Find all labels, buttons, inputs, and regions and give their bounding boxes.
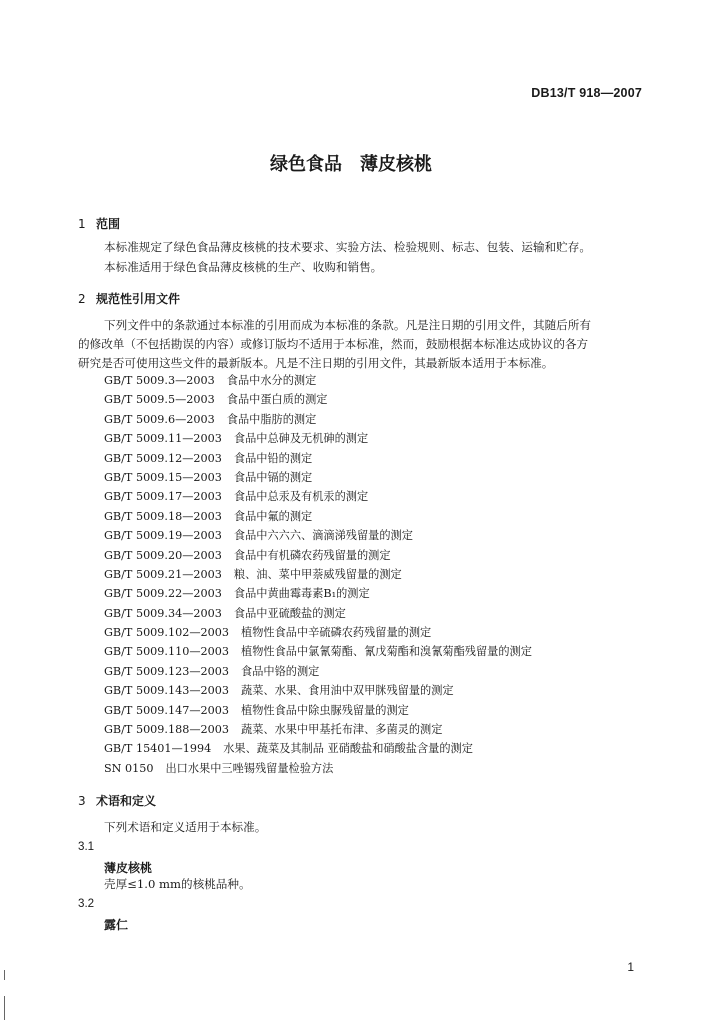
reference-code: GB/T 5009.110—2003 [104, 645, 229, 659]
term-3-2-number: 3.2 [78, 897, 95, 910]
reference-code: GB/T 5009.21—2003 [104, 567, 222, 581]
reference-item [104, 468, 532, 487]
reference-code: GB/T 5009.15—2003 [104, 470, 222, 484]
section-2-heading [78, 290, 180, 307]
reference-title: 食品中总汞及有机汞的测定 [233, 490, 369, 504]
section-1-heading [78, 215, 120, 232]
reference-title: 食品中氟的测定 [233, 509, 313, 523]
reference-item [104, 526, 532, 545]
section-2-intro-line-3: 研究是否可使用这些文件的最新版本。凡是不注日期的引用文件，其最新版本适用于本标准。 [78, 356, 554, 370]
reference-title: 食品中铅的测定 [233, 451, 313, 465]
reference-item [104, 662, 532, 681]
section-3-number: 3 [78, 794, 86, 808]
term-3-2-name: 露仁 [104, 918, 129, 932]
reference-title: 蔬菜、水果、食用油中双甲脒残留量的测定 [241, 684, 454, 698]
reference-code: GB/T 15401—1994 [104, 742, 212, 756]
reference-code: GB/T 5009.12—2003 [104, 451, 222, 465]
reference-item [104, 759, 532, 778]
reference-code: SN 0150 [104, 761, 154, 775]
reference-title: 食品中蛋白质的测定 [226, 393, 328, 407]
reference-code: GB/T 5009.5—2003 [104, 393, 215, 407]
section-1-number: 1 [78, 217, 86, 231]
reference-code: GB/T 5009.123—2003 [104, 664, 229, 678]
standard-code: DB13/T 918—2007 [531, 86, 642, 100]
reference-item [104, 487, 532, 506]
section-2-number: 2 [78, 292, 86, 306]
reference-item [104, 371, 532, 390]
reference-code: GB/T 5009.6—2003 [104, 412, 215, 426]
term-3-1-number: 3.1 [78, 840, 95, 853]
reference-item [104, 642, 532, 661]
reference-title: 粮、油、菜中甲萘威残留量的测定 [233, 567, 402, 581]
section-3-heading [78, 792, 156, 809]
reference-item [104, 604, 532, 623]
reference-title: 水果、蔬菜及其制品 亚硝酸盐和硝酸盐含量的测定 [223, 742, 473, 756]
reference-title: 植物性食品中辛硫磷农药残留量的测定 [241, 626, 432, 640]
reference-title: 食品中总砷及无机砷的测定 [233, 432, 369, 446]
reference-code: GB/T 5009.3—2003 [104, 374, 215, 387]
reference-item [104, 584, 532, 603]
reference-code: GB/T 5009.143—2003 [104, 684, 229, 698]
reference-code: GB/T 5009.147—2003 [104, 703, 229, 717]
reference-title: 植物性食品中氯氰菊酯、氰戊菊酯和溴氰菊酯残留量的测定 [241, 645, 532, 659]
reference-item [104, 507, 532, 526]
reference-list [104, 371, 532, 778]
reference-title: 食品中有机磷农药残留量的测定 [233, 548, 391, 562]
section-1-title: 范围 [96, 217, 121, 231]
reference-code: GB/T 5009.18—2003 [104, 509, 222, 523]
reference-item [104, 739, 532, 758]
reference-title: 食品中亚硫酸盐的测定 [233, 606, 346, 620]
page-number: 1 [627, 960, 634, 974]
reference-code: GB/T 5009.188—2003 [104, 723, 229, 737]
reference-code: GB/T 5009.17—2003 [104, 490, 222, 504]
scan-artifact [4, 996, 5, 1020]
section-1-paragraph-2: 本标准适用于绿色食品薄皮核桃的生产、收购和销售。 [104, 260, 383, 274]
reference-item [104, 720, 532, 739]
reference-item [104, 410, 532, 429]
reference-title: 食品中六六六、滴滴涕残留量的测定 [233, 529, 413, 543]
reference-code: GB/T 5009.11—2003 [104, 432, 222, 446]
reference-item [104, 565, 532, 584]
reference-item [104, 546, 532, 565]
reference-title: 蔬菜、水果中甲基托布津、多菌灵的测定 [241, 723, 443, 737]
reference-item [104, 681, 532, 700]
reference-code: GB/T 5009.19—2003 [104, 529, 222, 543]
reference-code: GB/T 5009.22—2003 [104, 587, 222, 601]
reference-title: 出口水果中三唑锡残留量检验方法 [165, 761, 334, 775]
section-2-intro-line-2: 的修改单（不包括勘误的内容）或修订版均不适用于本标准，然而，鼓励根据本标准达成协议的各方 [78, 337, 589, 351]
term-3-1-name: 薄皮核桃 [104, 861, 153, 875]
section-3-intro: 下列术语和定义适用于本标准。 [104, 820, 267, 834]
reference-item [104, 701, 532, 720]
reference-code: GB/T 5009.102—2003 [104, 626, 229, 640]
reference-item [104, 390, 532, 409]
reference-title: 食品中黄曲霉毒素B₁的测定 [233, 587, 370, 601]
section-1-paragraph-1: 本标准规定了绿色食品薄皮核桃的技术要求、实验方法、检验规则、标志、包装、运输和贮存。 [104, 240, 591, 254]
reference-title: 植物性食品中除虫脲残留量的测定 [241, 703, 409, 717]
reference-title: 食品中镉的测定 [233, 470, 313, 484]
section-2-title: 规范性引用文件 [96, 292, 181, 306]
reference-title: 食品中铬的测定 [241, 664, 320, 678]
section-3-title: 术语和定义 [96, 794, 157, 808]
reference-code: GB/T 5009.34—2003 [104, 606, 222, 620]
document-title: 绿色食品 薄皮核桃 [270, 154, 432, 175]
reference-code: GB/T 5009.20—2003 [104, 548, 222, 562]
reference-item [104, 449, 532, 468]
reference-item [104, 429, 532, 448]
section-2-intro-line-1: 下列文件中的条款通过本标准的引用而成为本标准的条款。凡是注日期的引用文件，其随后所有 [104, 318, 591, 332]
scan-artifact [4, 970, 5, 980]
reference-title: 食品中水分的测定 [226, 374, 317, 387]
reference-title: 食品中脂肪的测定 [226, 412, 317, 426]
reference-item [104, 623, 532, 642]
term-3-1-definition: 壳厚≤1.0 mm的核桃品种。 [104, 877, 251, 891]
